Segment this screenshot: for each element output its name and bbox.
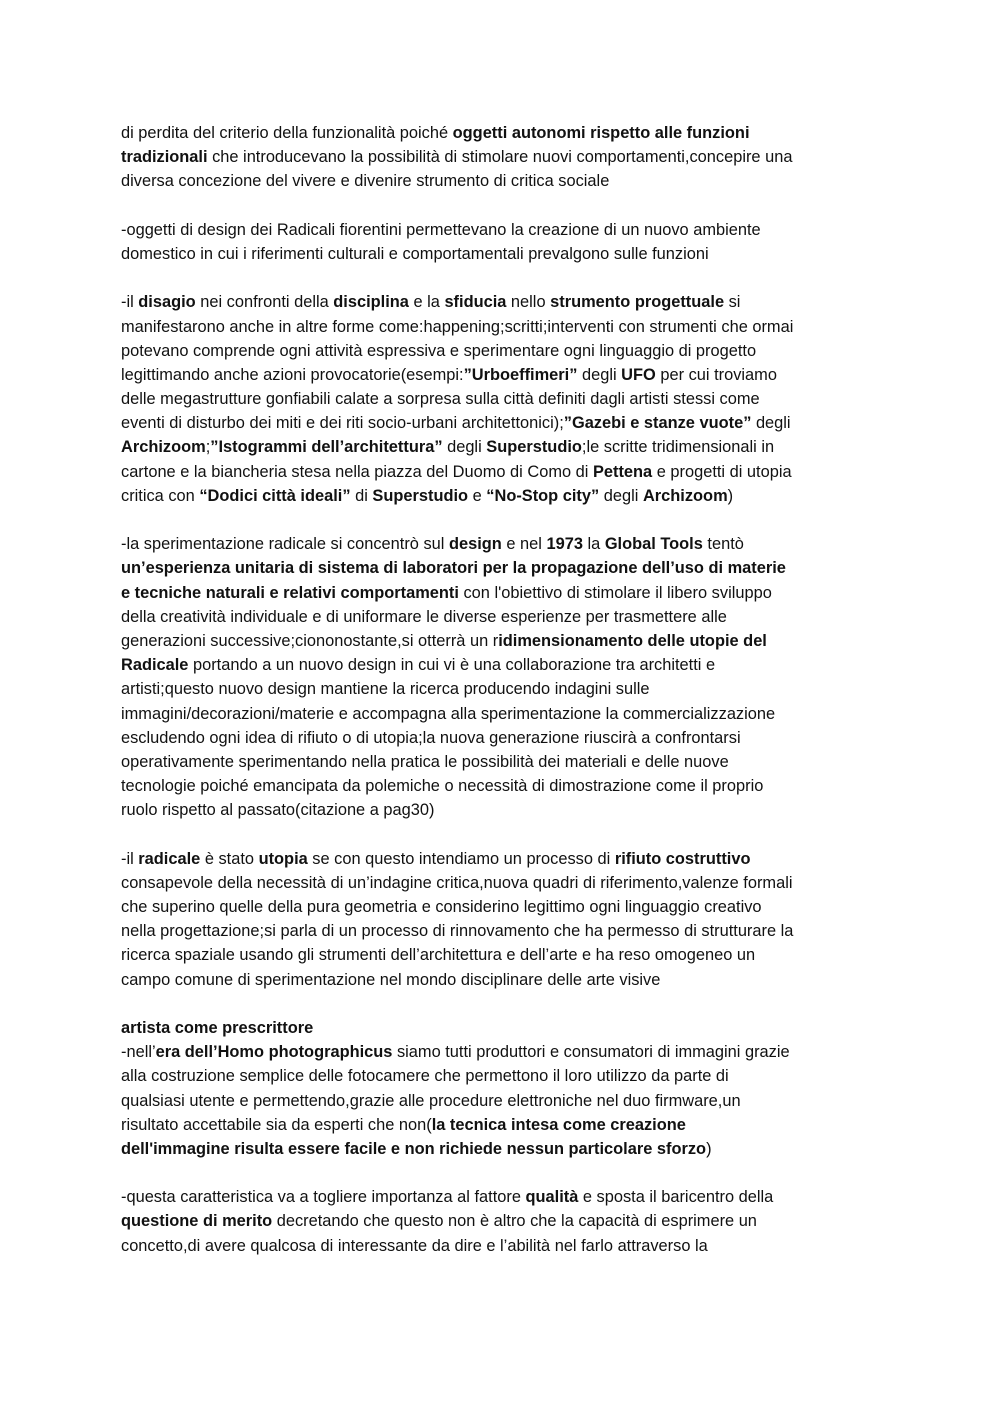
bold-text: ”Istogrammi dell’architettura” [210, 438, 443, 457]
paragraph-gap [121, 194, 886, 218]
text-run: campo comune di sperimentazione nel mondo disciplinare delle arte visive [121, 970, 661, 989]
text-run: degli [577, 365, 622, 384]
bold-text: un’esperienza unitaria di sistema di laboratori per la propagazione dell’uso di materie [121, 559, 786, 578]
text-run: nei confronti della [195, 293, 334, 312]
bold-text: disagio [138, 293, 196, 312]
text-line [121, 847, 886, 871]
text-run: ; [205, 438, 211, 457]
text-line [121, 1016, 886, 1040]
text-line [121, 1137, 886, 1161]
text-run: -la sperimentazione radicale si concentrò sul [121, 535, 449, 554]
text-line [121, 1209, 886, 1233]
text-run: ricerca spaziale usando gli strumenti dell’architettura e dell’arte e ha reso omogeneo un [121, 946, 756, 965]
text-line [121, 290, 886, 314]
bold-text: Radicale [121, 656, 189, 675]
text-run: tentò [702, 535, 744, 554]
text-line [121, 1185, 886, 1209]
text-run: e la [408, 293, 445, 312]
paragraph-gap [121, 992, 886, 1016]
text-line [121, 919, 886, 943]
bold-text: disciplina [333, 293, 409, 312]
document-body [121, 121, 886, 1258]
text-line [121, 460, 886, 484]
bold-text: era dell’Homo photographicus [155, 1043, 393, 1062]
text-run: artisti;questo nuovo design mantiene la ricerca producendo indagini sulle [121, 680, 650, 699]
paragraph-gap [121, 266, 886, 290]
text-run: degli [751, 414, 791, 433]
text-run: con l'obiettivo di stimolare il libero sviluppo [458, 583, 772, 602]
text-run: -il [121, 293, 139, 312]
text-line [121, 121, 886, 145]
paragraph-gap [121, 1161, 886, 1185]
text-line [121, 169, 886, 193]
bold-text: Archizoom [642, 486, 728, 505]
text-run: -oggetti di design dei Radicali fiorentini permettevano la creazione di un nuovo ambiente [121, 220, 761, 239]
bold-text: Pettena [592, 462, 653, 481]
bold-text: Superstudio [372, 486, 469, 505]
paragraph [121, 847, 886, 992]
bold-text: radicale [138, 849, 201, 868]
bold-text: “Dodici città ideali” [199, 486, 351, 505]
paragraph [121, 121, 886, 194]
text-line [121, 726, 886, 750]
text-run: e progetti di utopia [652, 462, 792, 481]
text-line [121, 1089, 886, 1113]
text-run: se con questo intendiamo un processo di [307, 849, 615, 868]
text-line [121, 871, 886, 895]
text-run: ) [706, 1139, 712, 1158]
bold-text: ”Gazebi e stanze vuote” [563, 414, 752, 433]
text-run: alla costruzione semplice delle fotocamere che permettono il loro utilizzo da parte di [121, 1067, 729, 1086]
text-run: e [468, 486, 487, 505]
text-run: di perdita del criterio della funzionalità poiché [121, 124, 453, 142]
bold-text: la tecnica intesa come creazione [431, 1115, 686, 1134]
text-run: di [350, 486, 373, 505]
text-line [121, 1064, 886, 1088]
text-line [121, 145, 886, 169]
text-line [121, 653, 886, 677]
bold-text: e tecniche naturali e relativi comportamenti [121, 583, 459, 602]
bold-text: 1973 [546, 535, 583, 554]
text-run: delle megastrutture gonfiabili calate a sorpresa sulla città definiti dagli artisti stessi come [121, 390, 760, 409]
text-run: nella progettazione;si parla di un processo di rinnovamento che ha permesso di strutturare la [121, 922, 794, 941]
paragraph [121, 1185, 886, 1258]
text-line [121, 629, 886, 653]
text-line [121, 798, 886, 822]
paragraph [121, 218, 886, 266]
text-run: eventi di disturbo dei miti e dei riti socio-urbani architettonici); [121, 414, 564, 433]
paragraph [121, 290, 886, 508]
bold-text: UFO [621, 365, 656, 384]
text-run: degli [442, 438, 487, 457]
bold-text: utopia [258, 849, 308, 868]
bold-text: Superstudio [486, 438, 582, 457]
text-run: immagini/decorazioni/materie e accompagna alla sperimentazione la commercializzazione [121, 704, 776, 723]
bold-text: “No-Stop city” [486, 486, 600, 505]
text-line [121, 411, 886, 435]
text-run: domestico in cui i riferimenti culturali e comportamentali prevalgono sulle funzioni [121, 244, 709, 263]
text-run: degli [599, 486, 643, 505]
text-run: legittimando anche azioni provocatorie(esempi: [121, 365, 464, 384]
text-line [121, 581, 886, 605]
text-run: e nel [501, 535, 547, 554]
bold-text: Archizoom [121, 438, 206, 457]
text-run: decretando che questo non è altro che la capacità di esprimere un [272, 1212, 757, 1231]
text-run: portando a un nuovo design in cui vi è una collaborazione tra architetti e [188, 656, 716, 675]
paragraph-gap [121, 508, 886, 532]
bold-text: sfiducia [444, 293, 507, 312]
text-run: escludendo ogni idea di rifiuto o di utopia;la nuova generazione riuscirà a confrontarsi [121, 728, 741, 747]
text-line [121, 242, 886, 266]
text-run: -nell’ [121, 1043, 156, 1062]
text-run: cartone e la biancheria stesa nella piazza del Duomo di Como di [121, 462, 593, 481]
text-run: della creatività individuale e di uniformare le diverse esperienze per trasmettere alle [121, 607, 727, 626]
text-line [121, 895, 886, 919]
text-line [121, 484, 886, 508]
bold-text: idimensionamento delle utopie del [498, 631, 767, 650]
text-line [121, 339, 886, 363]
text-run: qualsiasi utente e permettendo,grazie alle procedure elettroniche nel duo firmware,un [121, 1091, 741, 1110]
text-line [121, 218, 886, 242]
bold-text: strumento progettuale [550, 293, 725, 312]
text-line [121, 943, 886, 967]
text-line [121, 774, 886, 798]
text-line [121, 1234, 886, 1258]
bold-text: qualità [525, 1188, 579, 1207]
text-run: operativamente sperimentando nella pratica le possibilità dei materiali e delle nuove [121, 752, 729, 771]
bold-text: tradizionali [121, 148, 208, 167]
text-line [121, 1113, 886, 1137]
text-line [121, 532, 886, 556]
text-run: diversa concezione del vivere e divenire strumento di critica sociale [121, 172, 610, 191]
text-run: che introducevano la possibilità di stimolare nuovi comportamenti,concepire una [207, 148, 793, 167]
bold-text: Global Tools [604, 535, 703, 554]
text-line [121, 315, 886, 339]
text-run: ) [727, 486, 734, 505]
text-run: risultato accettabile sia da esperti che non( [121, 1115, 432, 1134]
bold-text: rifiuto costruttivo [614, 849, 751, 868]
text-line [121, 387, 886, 411]
text-run: consapevole della necessità di un’indagine critica,nuova quadri di riferimento,valenze formali [121, 873, 793, 892]
text-line [121, 363, 886, 387]
text-line [121, 968, 886, 992]
text-line [121, 605, 886, 629]
text-run: manifestarono anche in altre forme come:happening;scritti;interventi con strumenti che ormai [121, 317, 794, 336]
bold-text: oggetti autonomi rispetto alle funzioni [452, 124, 750, 142]
text-line [121, 1040, 886, 1064]
text-run: la [582, 535, 605, 554]
text-run: è stato [200, 849, 259, 868]
paragraph-gap [121, 822, 886, 846]
bold-text: artista come prescrittore [121, 1018, 314, 1037]
text-run: ruolo rispetto al passato(citazione a pag30) [121, 801, 435, 820]
text-run: concetto,di avere qualcosa di interessante da dire e l’abilità nel farlo attraverso la [121, 1236, 708, 1255]
text-run: che superino quelle della pura geometria e considerino legittimo ogni linguaggio creativo [121, 898, 762, 916]
bold-text: ”Urboeffimeri” [463, 365, 578, 384]
text-run: -il [121, 849, 139, 868]
paragraph [121, 1016, 886, 1161]
text-run: -questa caratteristica va a togliere importanza al fattore [121, 1188, 526, 1207]
text-line [121, 677, 886, 701]
text-line [121, 435, 886, 459]
paragraph [121, 532, 886, 822]
text-run: siamo tutti produttori e consumatori di immagini grazie [392, 1043, 790, 1062]
text-run: potevano comprende ogni attività espressiva e sperimentare ogni linguaggio di progetto [121, 341, 757, 360]
text-run: nello [506, 293, 551, 312]
bold-text: dell'immagine risulta essere facile e non richiede nessun particolare sforzo [121, 1139, 707, 1158]
bold-text: design [448, 535, 502, 554]
bold-text: questione di merito [121, 1212, 273, 1231]
text-run: si [724, 293, 741, 312]
text-run: ;le scritte tridimensionali in [581, 438, 775, 457]
text-line [121, 750, 886, 774]
text-run: per cui troviamo [655, 365, 777, 384]
text-line [121, 702, 886, 726]
text-run: critica con [121, 486, 200, 505]
text-run: e sposta il baricentro della [578, 1188, 774, 1207]
text-run: generazioni successive;ciononostante,si otterrà un r [121, 631, 499, 650]
text-line [121, 556, 886, 580]
text-run: tecnologie poiché emancipata da polemiche o necessità di dimostrazione come il proprio [121, 777, 764, 796]
